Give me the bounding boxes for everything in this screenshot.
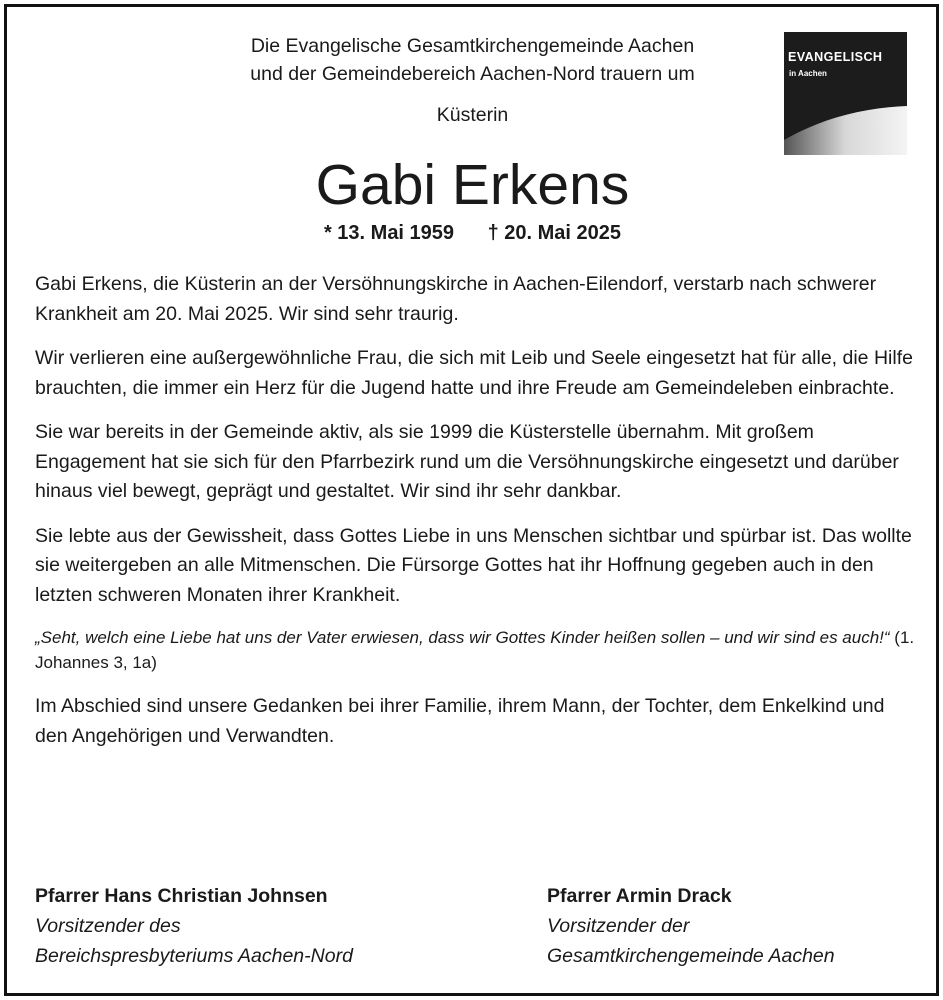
life-dates <box>100 222 845 245</box>
role-label: Küsterin <box>436 104 509 126</box>
paragraph-4: Sie lebte aus der Gewissheit, dass Gottes Liebe in uns Menschen sichtbar und spürbar ist. Das wollte sie weitergeben an alle Mitmenschen. Die Fürsorge Gottes hat ihr Hoffnung gegeben auch in den letzten schweren Monaten ihrer Krankheit. <box>35 524 912 606</box>
logo-title: EVANGELISCH <box>788 50 883 64</box>
signature-2-name: Pfarrer Armin Drack <box>547 885 732 907</box>
paragraph-2: Wir verlieren eine außergewöhnliche Frau, die sich mit Leib und Seele eingesetzt hat für alle, die Hilfe brauchten, die immer ein Herz für die Jugend hatte und ihre Freude am Gemeindeleben einbrachte. <box>35 347 913 399</box>
birth-date: * 13. Mai 1959 <box>323 222 455 244</box>
paragraph-1: Gabi Erkens, die Küsterin an der Versöhnungskirche in Aachen-Eilendorf, verstarb nach schwerer Krankheit am 20. Mai 2025. Wir sind sehr traurig. <box>35 273 877 325</box>
header-line-2: und der Gemeindebereich Aachen-Nord trauern um <box>250 63 695 85</box>
death-date: † 20. Mai 2025 <box>487 222 622 244</box>
signature-2-title-2: Gesamtkirchengemeinde Aachen <box>547 945 835 967</box>
signature-2 <box>547 881 835 971</box>
header-text <box>150 32 795 88</box>
signature-1-name: Pfarrer Hans Christian Johnsen <box>35 885 328 907</box>
signature-1-title-2: Bereichspresbyteriums Aachen-Nord <box>35 945 353 967</box>
bible-quote <box>35 625 915 675</box>
quote-reference: (1. Johannes 3, 1a) <box>35 628 915 672</box>
signature-2-title-1: Vorsitzender der <box>547 915 690 937</box>
signature-1 <box>35 881 353 971</box>
quote-text: „Seht, welch eine Liebe hat uns der Vater erwiesen, dass wir Gottes Kinder heißen sollen – und wir sind es auch!“ <box>35 628 890 647</box>
header-line-1: Die Evangelische Gesamtkirchengemeinde Aachen <box>250 35 695 57</box>
logo-subtitle: in Aachen <box>789 69 827 78</box>
deceased-name: Gabi Erkens <box>315 153 630 217</box>
evangelisch-logo <box>784 32 907 155</box>
paragraph-3: Sie war bereits in der Gemeinde aktiv, als sie 1999 die Küsterstelle übernahm. Mit großem Engagement hat sie sich für den Pfarrbezirk rund um die Versöhnungskirche eingesetzt und darüber hinaus viel bewegt, geprägt und gestaltet. Wir sind ihr sehr dankbar. <box>35 421 899 502</box>
obituary-body <box>35 270 915 766</box>
closing-paragraph: Im Abschied sind unsere Gedanken bei ihrer Familie, ihrem Mann, der Tochter, dem Enkelkind und den Angehörigen und Verwandten. <box>35 695 885 747</box>
signature-1-title-1: Vorsitzender des <box>35 915 181 937</box>
